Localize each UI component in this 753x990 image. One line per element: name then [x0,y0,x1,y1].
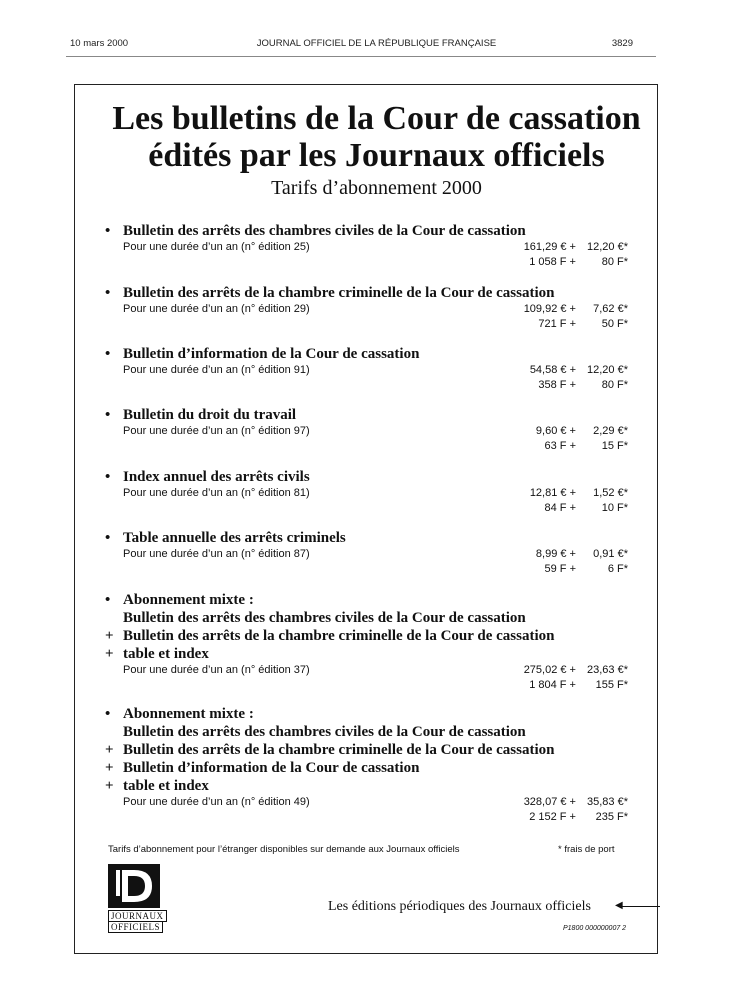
bulletin-entry-mixed [105,705,635,823]
entry-title-line [105,723,635,741]
price-euro-shipping: 2,29 €* [593,425,628,437]
price-franc-shipping: 155 F* [595,679,628,691]
plus-sign: + [105,778,114,794]
bulletin-entry-mixed [105,591,635,691]
price-franc: 358 F + [538,379,576,391]
entry-duration: Pour une durée d’un an (n° édition 25) [123,241,310,253]
entry-title-line [105,468,635,486]
logo-text-line1: JOURNAUX [108,910,167,922]
price-euro: 8,99 € + [535,548,576,560]
entry-prices [448,486,628,516]
reference-code: P1800 000000007 2 [563,925,627,932]
bullet-icon: • [105,530,111,546]
plus-sign: + [105,760,114,776]
price-franc-row [448,562,628,577]
entry-title-text: Bulletin d’information de la Cour de cassation [123,760,420,776]
entry-title-line [105,284,635,302]
bulletin-entry [105,529,635,575]
price-franc-row [448,255,628,270]
bullet-icon: • [105,346,111,362]
price-euro-shipping: 0,91 €* [593,548,628,560]
header-page-number: 3829 [611,38,633,49]
bulletin-entry [105,406,635,452]
header-journal-title: JOURNAL OFFICIEL DE LA RÉPUBLIQUE FRANÇAISE [256,38,497,49]
price-euro: 328,07 € + [523,796,576,808]
bulletin-entry [105,284,635,330]
entry-prices [448,240,628,270]
price-franc-row [448,317,628,332]
entry-title-line [105,222,635,240]
journaux-officiels-logo [108,864,164,932]
entry-prices [448,795,628,825]
entry-prices [448,663,628,693]
price-franc: 1 804 F + [529,679,576,691]
entry-title-line [105,759,635,777]
price-franc: 2 152 F + [529,811,576,823]
entry-title-text: Bulletin des arrêts des chambres civiles de la Cour de cassation [123,223,526,239]
price-euro-shipping: 23,63 €* [587,664,628,676]
price-franc: 63 F + [544,440,576,452]
price-euro-shipping: 12,20 €* [587,241,628,253]
price-euro-row [448,486,628,501]
price-euro-shipping: 12,20 €* [587,364,628,376]
price-franc-row [448,439,628,454]
price-franc-shipping: 235 F* [595,811,628,823]
ad-title-line1: Les bulletins de la Cour de cassation [112,100,641,137]
price-franc-row [448,810,628,825]
price-franc: 1 058 F + [529,256,576,268]
entry-duration: Pour une durée d’un an (n° édition 97) [123,425,310,437]
ad-subtitle: Tarifs d’abonnement 2000 [271,177,482,199]
entry-duration: Pour une durée d’un an (n° édition 29) [123,303,310,315]
entry-duration: Pour une durée d’un an (n° édition 81) [123,487,310,499]
logo-text-line2: OFFICIELS [108,921,163,933]
entry-prices [448,302,628,332]
ad-title-line2: édités par les Journaux officiels [148,137,605,174]
entry-title-line [105,777,635,795]
bulletin-entry [105,222,635,268]
price-franc-shipping: 10 F* [601,502,628,514]
entry-title-text: Bulletin des arrêts des chambres civiles de la Cour de cassation [123,724,526,740]
entry-prices [448,363,628,393]
price-franc-row [448,501,628,516]
price-euro-row [448,547,628,562]
price-euro-shipping: 1,52 €* [593,487,628,499]
plus-sign: + [105,628,114,644]
arrow-line [618,906,660,907]
entry-title-text: Abonnement mixte : [123,706,254,722]
price-franc-shipping: 6 F* [607,563,628,575]
price-euro: 161,29 € + [523,241,576,253]
price-euro: 12,81 € + [529,487,576,499]
price-franc: 721 F + [538,318,576,330]
price-euro-row [448,795,628,810]
foreign-rates-note: Tarifs d’abonnement pour l’étranger disponibles sur demande aux Journaux officiels [108,844,460,855]
price-franc-row [448,678,628,693]
price-euro-row [448,240,628,255]
bullet-icon: • [105,592,111,608]
price-euro-row [448,663,628,678]
entry-title-line [105,705,635,723]
entry-title-text: Bulletin d’information de la Cour de cassation [123,346,420,362]
entry-title-line [105,645,635,663]
plus-sign: + [105,742,114,758]
entry-title-text: Abonnement mixte : [123,592,254,608]
arrow-left-icon: ◀ [615,900,623,911]
entry-title-text: Index annuel des arrêts civils [123,469,310,485]
header-date: 10 mars 2000 [70,38,129,49]
entry-title-line [105,591,635,609]
price-euro: 54,58 € + [529,364,576,376]
entry-title-line [105,741,635,759]
bulletin-entry [105,345,635,391]
price-franc: 59 F + [544,563,576,575]
bullet-icon: • [105,407,111,423]
price-euro-row [448,302,628,317]
shipping-costs-note: * frais de port [558,844,615,855]
entry-title-line [105,529,635,547]
entry-prices [448,424,628,454]
price-franc-shipping: 80 F* [601,256,628,268]
entry-title-text: Bulletin du droit du travail [123,407,297,423]
bullet-icon: • [105,285,111,301]
entry-prices [448,547,628,577]
header-rule [66,56,656,57]
entry-duration: Pour une durée d’un an (n° édition 49) [123,796,310,808]
entry-title-text: Table annuelle des arrêts criminels [123,530,346,546]
entry-title-line [105,627,635,645]
price-euro-shipping: 35,83 €* [587,796,628,808]
entry-duration: Pour une durée d’un an (n° édition 91) [123,364,310,376]
plus-sign: + [105,646,114,662]
price-franc-row [448,378,628,393]
price-euro: 9,60 € + [535,425,576,437]
editions-tagline: Les éditions périodiques des Journaux officiels [328,899,591,914]
entry-duration: Pour une durée d’un an (n° édition 37) [123,664,310,676]
entry-duration: Pour une durée d’un an (n° édition 87) [123,548,310,560]
entry-title-text: Bulletin des arrêts des chambres civiles de la Cour de cassation [123,610,526,626]
bullet-icon: • [105,469,111,485]
bulletin-entry [105,468,635,514]
price-euro: 109,92 € + [523,303,576,315]
price-franc-shipping: 80 F* [601,379,628,391]
price-franc-shipping: 50 F* [601,318,628,330]
logo-mark-icon [108,864,160,908]
entry-title-line [105,609,635,627]
entry-title-text: table et index [123,646,209,662]
price-euro-row [448,363,628,378]
price-euro: 275,02 € + [523,664,576,676]
entry-title-text: Bulletin des arrêts de la chambre criminelle de la Cour de cassation [123,742,555,758]
price-euro-shipping: 7,62 €* [593,303,628,315]
entry-title-text: Bulletin des arrêts de la chambre criminelle de la Cour de cassation [123,628,555,644]
bullet-icon: • [105,223,111,239]
price-franc-shipping: 15 F* [601,440,628,452]
entry-title-text: Bulletin des arrêts de la chambre criminelle de la Cour de cassation [123,285,555,301]
price-euro-row [448,424,628,439]
entry-title-line [105,345,635,363]
bullet-icon: • [105,706,111,722]
price-franc: 84 F + [544,502,576,514]
entry-title-line [105,406,635,424]
entry-title-text: table et index [123,778,209,794]
